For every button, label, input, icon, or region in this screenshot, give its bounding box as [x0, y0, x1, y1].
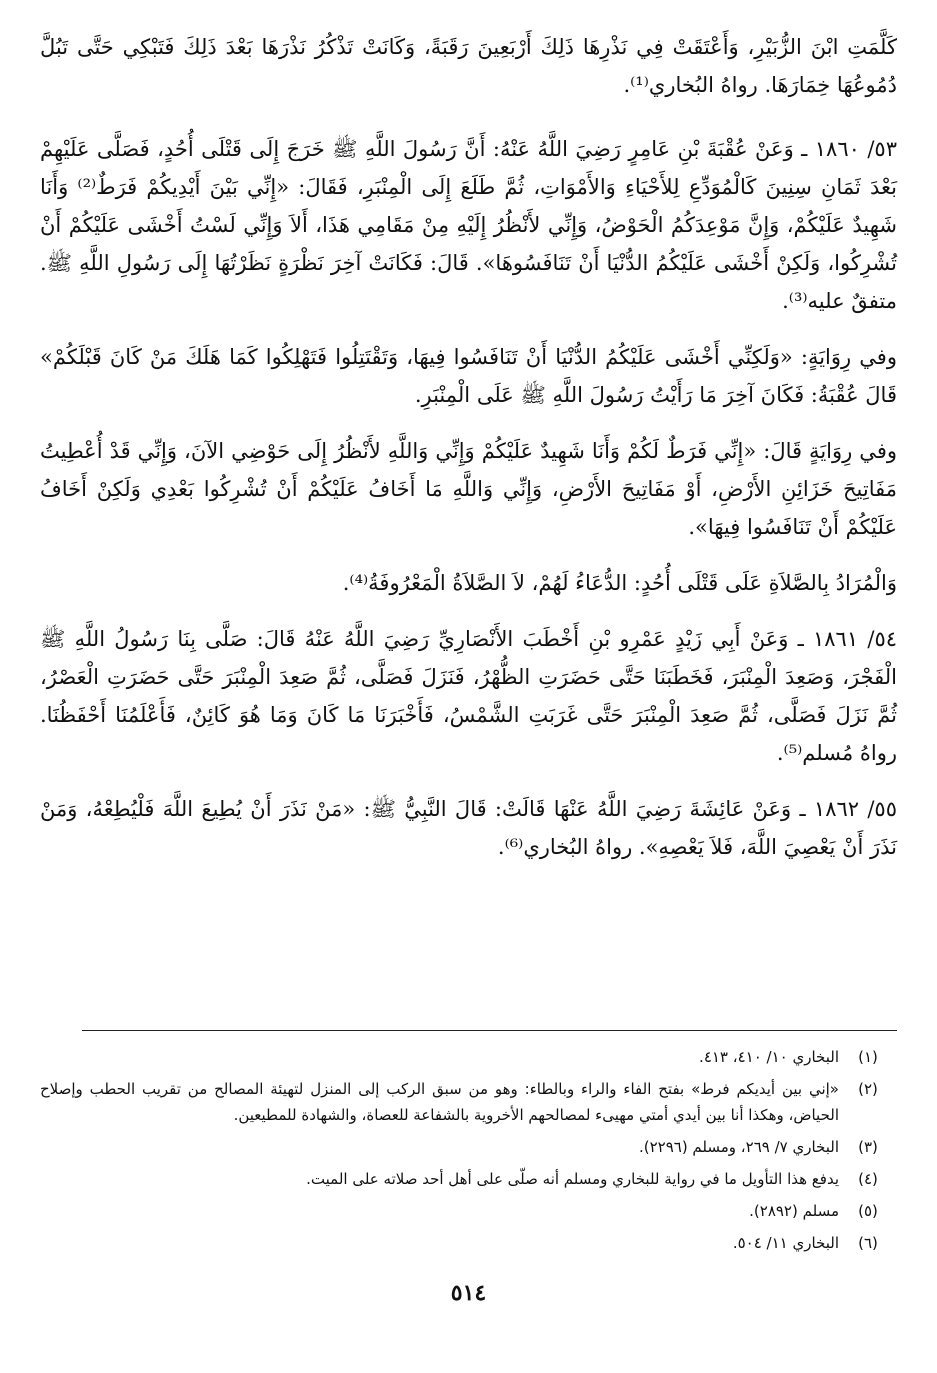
footnote-4: [40, 1166, 897, 1192]
footnote-text: «إني بين أيديكم فرط» بفتح الفاء والراء وبالطاء: وهو من سبق الركب إلى المنزل لتهيئة المصالح من تقريب الحطب وإصلاح الحياض، وهكذا أنا بين أيدي أمتي مهيىء لمصالحهم الأخروية بالشفاعة للعصاة، والشهادة للمطيعين.: [40, 1080, 839, 1124]
hadith-paragraph-continuation: كَلَّمَتِ ابْنَ الزُّبَيْرِ، وَأَعْتَقَتْ فِي نَذْرِهَا ذَلِكَ أَرْبَعِينَ رَقَبَةً، وَكَانَتْ تَذْكُرُ نَذْرَهَا بَعْدَ ذَلِكَ فَتَبْكِي حَتَّى تَبُلَّ دُمُوعُهَا خِمَارَهَا. رواهُ البُخاري⁽¹⁾.: [40, 35, 897, 97]
page-body: [40, 28, 897, 866]
footnote-text: البخاري ١١/ ٥٠٤.: [732, 1234, 839, 1252]
footnote-number: (٤): [858, 1170, 878, 1188]
footnote-divider: [82, 1030, 897, 1031]
hadith-paragraph-1862: ٥٥/ ١٨٦٢ ـ وَعَنْ عَائِشَةَ رَضِيَ اللَّهُ عَنْهَا قَالَتْ: قَالَ النَّبِيُّ ﷺ: «مَنْ نَذَرَ أَنْ يُطِيعَ اللَّهَ فَلْيُطِعْهُ، وَمَنْ نَذَرَ أَنْ يَعْصِيَ اللَّهَ، فَلاَ يَعْصِهِ». رواهُ البُخاري⁽⁶⁾.: [40, 797, 897, 859]
footnote-number: (٥): [858, 1202, 878, 1220]
hadith-paragraph-1861: ٥٤/ ١٨٦١ ـ وَعَنْ أَبِي زَيْدٍ عَمْرِو بْنِ أَخْطَبَ الأَنْصَارِيِّ رَضِيَ اللَّهُ عَنْهُ قَالَ: صَلَّى بِنَا رَسُولُ اللَّهِ ﷺ الْفَجْرَ، وَصَعِدَ الْمِنْبَرَ، فَخَطَبَنَا حَتَّى حَضَرَتِ الظُّهْرُ، فَنَزَلَ فَصَلَّى، ثُمَّ صَعِدَ الْمِنْبَرَ حَتَّى حَضَرَتِ الْعَصْرُ، ثُمَّ نَزَلَ فَصَلَّى، ثُمَّ صَعِدَ الْمِنْبَرَ حَتَّى غَرَبَتِ الشَّمْسُ، فَأَخْبَرَنَا مَا كَانَ وَمَا هُوَ كَائِنٌ، فَأَعْلَمُنَا أَحْفَظُنَا. رواهُ مُسلم⁽⁵⁾.: [40, 627, 897, 765]
footnote-5: [40, 1198, 897, 1224]
footnote-number: (٣): [858, 1138, 878, 1156]
narration-paragraph-1: وفي رِوَايَةٍ: «وَلَكِنِّي أَخْشَى عَلَيْكُمُ الدُّنْيَا أَنْ تَنَافَسُوا فِيهَا، وَتَقْتَتِلُوا فَتَهْلِكُوا كَمَا هَلَكَ مَنْ كَانَ قَبْلَكُمْ» قَالَ عُقْبَةُ: فَكَانَ آخِرَ مَا رَأَيْتُ رَسُولَ اللَّهِ ﷺ عَلَى الْمِنْبَرِ.: [40, 345, 897, 407]
footnote-1: [40, 1044, 897, 1070]
footnote-number: (٢): [858, 1080, 878, 1098]
hadith-paragraph-1860: ٥٣/ ١٨٦٠ ـ وَعَنْ عُقْبَةَ بْنِ عَامِرٍ رَضِيَ اللَّهُ عَنْهُ: أَنَّ رَسُولَ اللَّهِ ﷺ خَرَجَ إِلَى قَتْلَى أُحُدٍ، فَصَلَّى عَلَيْهِمْ بَعْدَ ثَمَانِ سِنِينَ كَالْمُوَدِّعِ لِلأَحْيَاءِ وَالأَمْوَاتِ، ثُمَّ طَلَعَ إِلَى الْمِنْبَرِ، فَقَالَ: «إِنِّي بَيْنَ أَيْدِيكُمْ فَرَطٌ⁽²⁾ وَأَنَا شَهِيدٌ عَلَيْكُمْ، وَإِنَّ مَوْعِدَكُمُ الْحَوْضُ، وَإِنِّي لأَنْظُرُ إِلَيْهِ مِنْ مَقَامِي هَذَا، أَلاَ وَإِنِّي لَسْتُ أَخْشَى عَلَيْكُمْ أَنْ تُشْرِكُوا، وَلَكِنْ أَخْشَى عَلَيْكُمُ الدُّنْيَا أَنْ تَنَافَسُوهَا». قَالَ: فَكَانَتْ آخِرَ نَظْرَةٍ نَظَرْتُهَا إِلَى رَسُولِ اللَّهِ ﷺ. متفقٌ عليه⁽³⁾.: [40, 137, 897, 313]
footnote-6: [40, 1230, 897, 1256]
footnote-text: البخاري ١٠/ ٤١٠، ٤١٣.: [699, 1048, 839, 1066]
footnote-2: [40, 1076, 897, 1128]
narration-paragraph-2: وفي رِوَايَةٍ قَالَ: «إِنِّي فَرَطٌ لَكُمْ وَأَنَا شَهِيدٌ عَلَيْكُمْ وَإِنِّي وَاللَّهِ لأَنْظُرُ إِلَى حَوْضِي الآنَ، وَإِنِّي قَدْ أُعْطِيتُ مَفَاتِيحَ خَزَائِنِ الأَرْضِ، أَوْ مَفَاتِيحَ الأَرْضِ، وَإِنِّي وَاللَّهِ مَا أَخَافُ عَلَيْكُمْ أَنْ تُشْرِكُوا بَعْدِي وَلَكِنْ أَخَافُ عَلَيْكُمْ أَنْ تَنَافَسُوا فِيهَا».: [40, 439, 897, 539]
footnote-number: (١): [858, 1048, 878, 1066]
footnotes-section: [40, 1044, 897, 1262]
footnote-text: مسلم (٢٨٩٢).: [749, 1202, 839, 1220]
footnote-3: [40, 1134, 897, 1160]
footnote-text: يدفع هذا التأويل ما في رواية للبخاري ومسلم أنه صلّى على أهل أحد صلاته على الميت.: [306, 1170, 839, 1188]
footnote-number: (٦): [858, 1234, 878, 1252]
footnote-text: البخاري ٧/ ٢٦٩، ومسلم (٢٢٩٦).: [638, 1138, 839, 1156]
explanation-paragraph: وَالْمُرَادُ بِالصَّلاَةِ عَلَى قَتْلَى أُحُدٍ: الدُّعَاءُ لَهُمْ، لاَ الصَّلاَةُ الْمَعْرُوفَةُ⁽⁴⁾.: [342, 571, 897, 595]
page-number: ٥١٤: [450, 1280, 487, 1306]
